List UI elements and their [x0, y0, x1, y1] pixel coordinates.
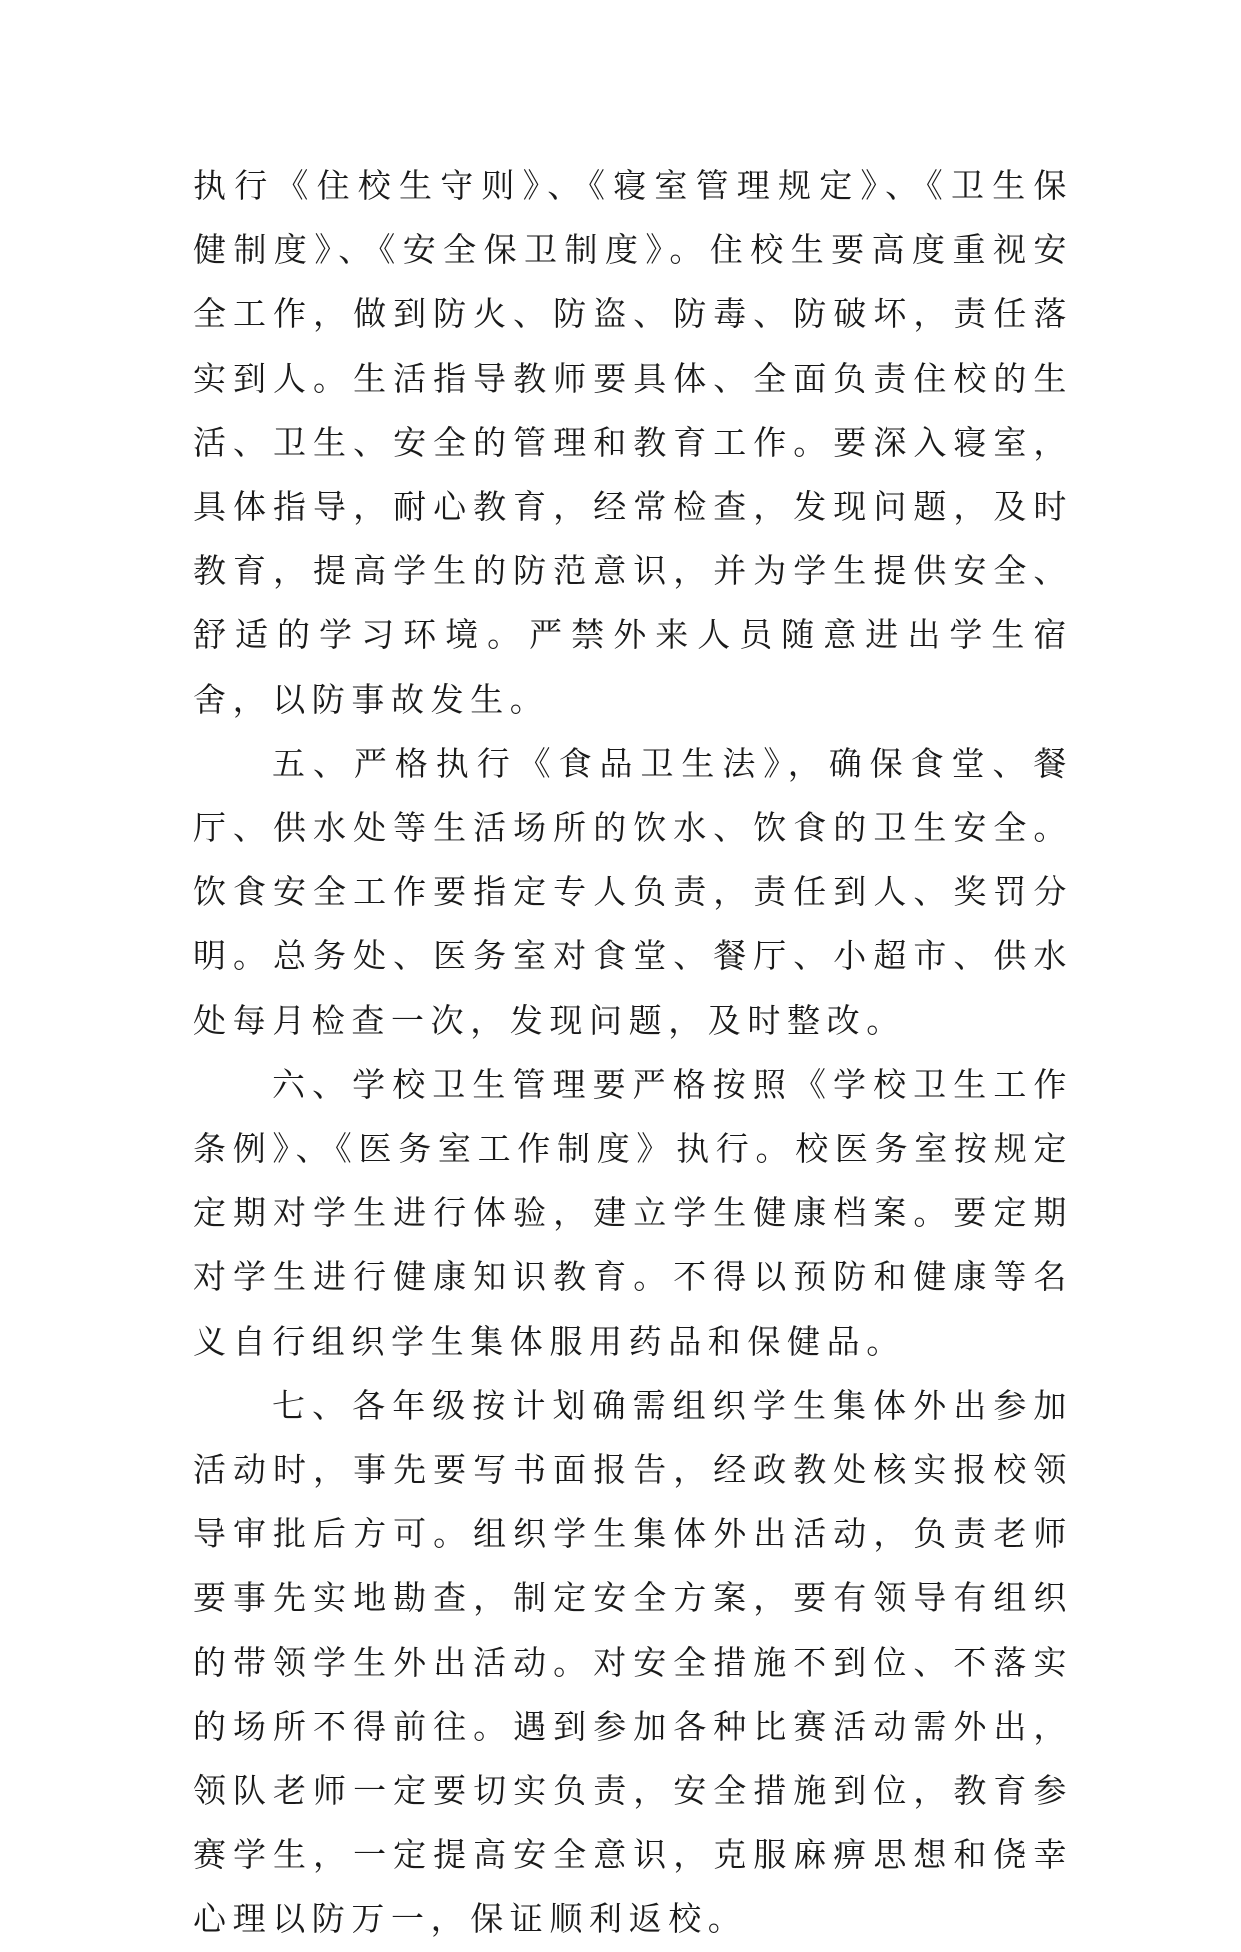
paragraph-school-health: 六、学校卫生管理要严格按照《学校卫生工作条例》、《医务室工作制度》执行。校医务室按规定定期对学生进行体验，建立学生健康档案。要定期对学生进行健康知识教育。不得以预防和健康等名义自行组织学生集体服用药品和保健品。	[193, 1064, 1073, 1361]
paragraph-group-activities: 七、各年级按计划确需组织学生集体外出参加活动时，事先要写书面报告，经政教处核实报校领导审批后方可。组织学生集体外出活动，负责老师要事先实地勘查，制定安全方案，要有领导有组织的带领学生外出活动。对安全措施不到位、不落实的场所不得前往。遇到参加各种比赛活动需外出，领队老师一定要切实负责，安全措施到位，教育参赛学生，一定提高安全意识，克服麻痹思想和侥幸心理以防万一，保证顺利返校。	[193, 1385, 1073, 1939]
document-body	[193, 154, 1073, 1952]
paragraph-food-safety: 五、严格执行《食品卫生法》，确保食堂、餐厅、供水处等生活场所的饮水、饮食的卫生安全。饮食安全工作要指定专人负责，责任到人、奖罚分明。总务处、医务室对食堂、餐厅、小超市、供水处每月检查一次，发现问题，及时整改。	[193, 743, 1073, 1040]
paragraph-dormitory-rules: 执行《住校生守则》、《寝室管理规定》、《卫生保健制度》、《安全保卫制度》。住校生要高度重视安全工作，做到防火、防盗、防毒、防破坏，责任落实到人。生活指导教师要具体、全面负责住校的生活、卫生、安全的管理和教育工作。要深入寝室，具体指导，耐心教育，经常检查，发现问题，及时教育，提高学生的防范意识，并为学生提供安全、舒适的学习环境。严禁外来人员随意进出学生宿舍，以防事故发生。	[193, 166, 1073, 719]
